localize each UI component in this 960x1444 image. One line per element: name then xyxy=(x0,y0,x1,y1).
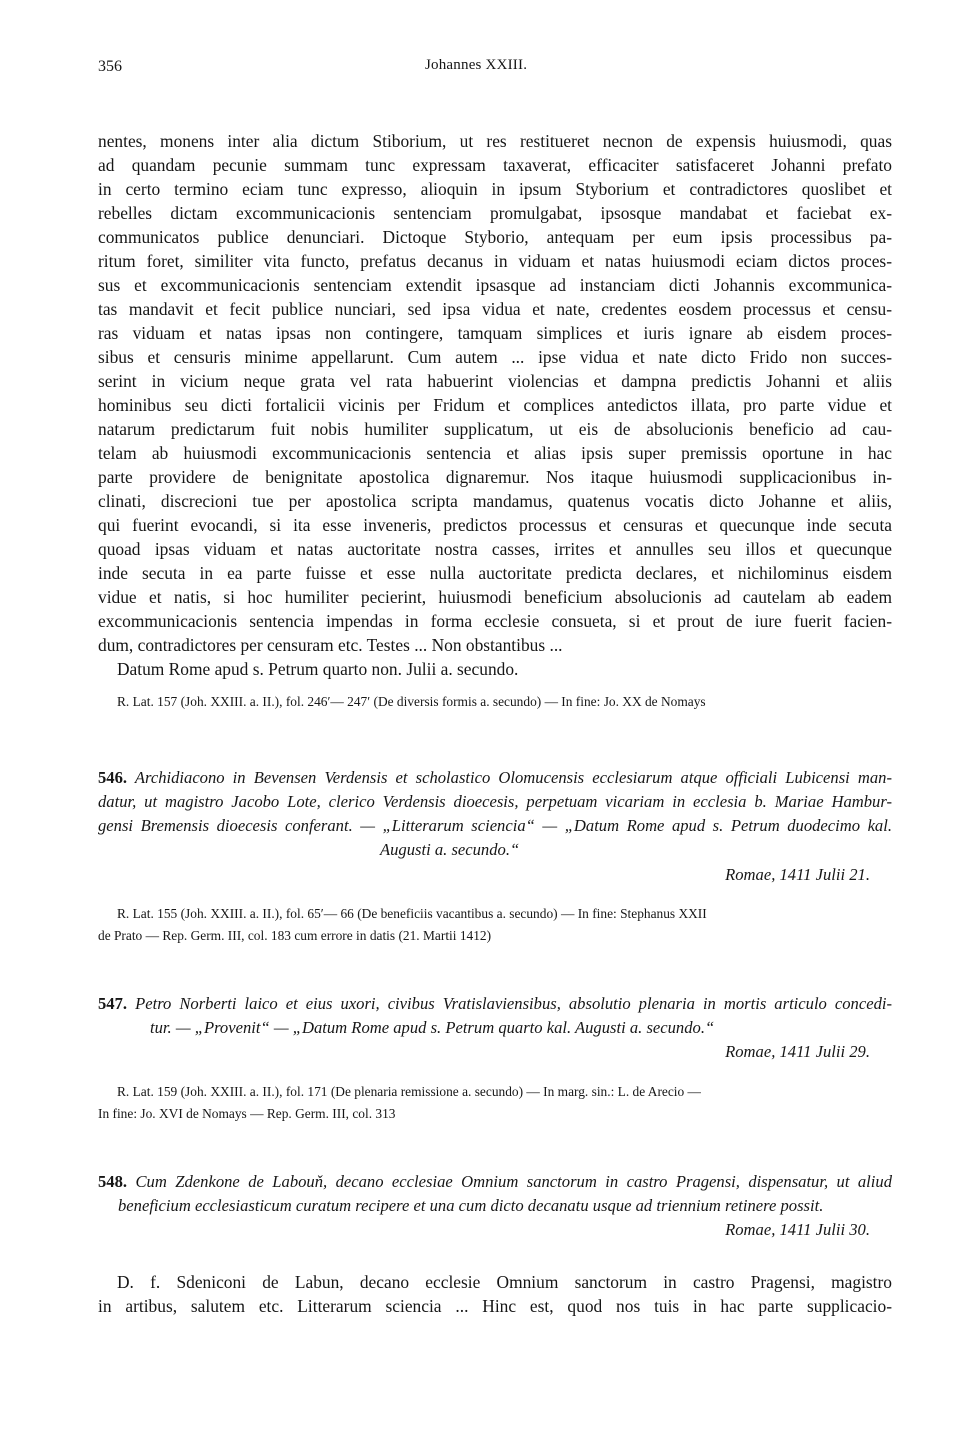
body-line: D. f. Sdeniconi de Labun, decano ecclesie Omnium sanctorum in castro Pragensi, magistro xyxy=(117,1272,892,1292)
page-number: 356 xyxy=(98,58,122,75)
body-line: parte providere de benignitate apostolica dignaremur. Nos itaque huiusmodi supplicacionibus in- xyxy=(98,467,892,487)
running-title: Johannes XXIII. xyxy=(425,57,528,73)
body-line: quoad ipsas viduam et natas auctoritate nostra casses, irrites et annulles seu illos et quecunque xyxy=(98,539,892,559)
entry-number: 547. xyxy=(98,994,128,1013)
body-line: hominibus seu dicti fortalicii vicinis per Fridum et complices antedictos illata, pro parte vidue et xyxy=(98,395,892,415)
body-line: dum, contradictores per censuram etc. Testes ... Non obstantibus ... xyxy=(98,635,563,655)
regest-text: Petro Norberti laico et eius uxori, civibus Vratislaviensibus, absolutio plenaria in mortis articulo concedi- xyxy=(135,994,892,1013)
regest-line: Augusti a. secundo.“ xyxy=(380,840,520,859)
regest-line: gensi Bremensis dioecesis conferant. — „Litterarum sciencia“ — „Datum Rome apud s. Petrum duodecimo kal. xyxy=(98,816,892,835)
body-line: qui fuerint evocandi, si ita esse inveneris, predictos processus et censuras et quecunque inde secuta xyxy=(98,515,892,535)
body-line: communicatos publice denunciari. Dictoque Styborio, antequam per eum ipsis processibus pa- xyxy=(98,227,892,247)
regest-line xyxy=(98,768,892,788)
regest-line xyxy=(98,1172,892,1192)
regest-line: tur. — „Provenit“ — „Datum Rome apud s. Petrum quarto kal. Augusti a. secundo.“ xyxy=(150,1018,715,1037)
body-line: excommunicacionis sentencia impendas in forma ecclesie consueta, si et prout de iure fuerit facien- xyxy=(98,611,892,631)
body-line: in artibus, salutem etc. Litterarum sciencia ... Hinc est, quod nos tuis in hac parte supplicacio- xyxy=(98,1296,892,1316)
source-note: R. Lat. 155 (Joh. XXIII. a. II.), fol. 65′— 66 (De beneficiis vacantibus a. secundo) — In fine: Stephanus XXII xyxy=(117,906,707,921)
body-line: ras viduam et natas ipsas non contingere, tamquam simplices et iuris ignare ab eisdem proces- xyxy=(98,323,892,343)
regest-text: Archidiacono in Bevensen Verdensis et scholastico Olomucensis ecclesiarum atque officiali Lubicensi man- xyxy=(134,768,892,787)
body-line: sibus et censuris minime appellarunt. Cum autem ... ipse vidua et nate dicto Frido non succes- xyxy=(98,347,892,367)
body-line: clinati, discrecioni tue per apostolica scripta mandamus, quatenus vocatis dicto Johanne et aliis, xyxy=(98,491,892,511)
body-line: ritum foret, similiter vita functo, prefatus decanus in viduam et natas huiusmodi eciam dictos proces- xyxy=(98,251,892,271)
source-note: de Prato — Rep. Germ. III, col. 183 cum errore in datis (21. Martii 1412) xyxy=(98,928,492,943)
body-line: inde secuta in ea parte fuisse et esse nulla auctoritate predicta declares, et nichilominus eisdem xyxy=(98,563,892,583)
regest-line: beneficium ecclesiasticum curatum recipere et una cum dicto decanatu usque ad triennium retinere possit. xyxy=(118,1196,824,1215)
source-note: R. Lat. 159 (Joh. XXIII. a. II.), fol. 171 (De plenaria remissione a. secundo) — In marg. sin.: L. de Arecio — xyxy=(117,1084,701,1099)
body-line: in certo termino eciam tunc expresso, alioquin in ipsum Styborium et contradictores quoslibet et xyxy=(98,179,892,199)
body-line: sus et excommunicacionis sentenciam extendit ipsasque ad instanciam dicti Johannis excommunica- xyxy=(98,275,892,295)
body-line: vidue et natis, si hoc humiliter pecierint, huiusmodi beneficium absolucionis ad cautelam ab eadem xyxy=(98,587,892,607)
regest-line xyxy=(98,994,892,1014)
body-line: ad quandam pecunie summam tunc expressam taxaverat, efficaciter satisfaceret Johanni prefato xyxy=(98,155,892,175)
entry-date: Romae, 1411 Julii 21. xyxy=(725,865,870,884)
body-line: serint in vicium neque grata vel rata habuerint violencias et dampna predictis Johanni et aliis xyxy=(98,371,892,391)
entry-number: 548. xyxy=(98,1172,128,1191)
entry-date: Romae, 1411 Julii 29. xyxy=(725,1042,870,1061)
source-note: In fine: Jo. XVI de Nomays — Rep. Germ. III, col. 313 xyxy=(98,1106,396,1121)
body-line: tas mandavit et fecit publice nunciari, sed ipsa vidua et nate, credentes eosdem processus et censu- xyxy=(98,299,892,319)
entry-number: 546. xyxy=(98,768,128,787)
regest-text: Cum Zdenkone de Labouň, decano ecclesiae Omnium sanctorum in castro Pragensi, dispensatur, ut aliud xyxy=(135,1172,892,1191)
body-line: natarum predictarum fuit nobis humiliter supplicatum, ut eis de absolucionis beneficio ad cau- xyxy=(98,419,892,439)
body-line: rebelles dictam excommunicacionis sentenciam promulgabat, ipsosque mandabat et faciebat ex- xyxy=(98,203,892,223)
datum-line: Datum Rome apud s. Petrum quarto non. Julii a. secundo. xyxy=(117,659,519,679)
body-line: telam ab huiusmodi excommunicacionis sentencia et alias ipsis super premissis oportune in hac xyxy=(98,443,892,463)
regest-line: datur, ut magistro Jacobo Lote, clerico Verdensis dioecesis, perpetuam vicariam in ecclesia b. Mariae Hambur- xyxy=(98,792,892,811)
entry-date: Romae, 1411 Julii 30. xyxy=(725,1220,870,1239)
body-line: nentes, monens inter alia dictum Stiborium, ut res restitueret necnon de expensis huiusmodi, quas xyxy=(98,131,892,151)
source-note: R. Lat. 157 (Joh. XXIII. a. II.), fol. 246′— 247′ (De diversis formis a. secundo) — In fine: Jo. XX de Nomays xyxy=(117,694,706,709)
